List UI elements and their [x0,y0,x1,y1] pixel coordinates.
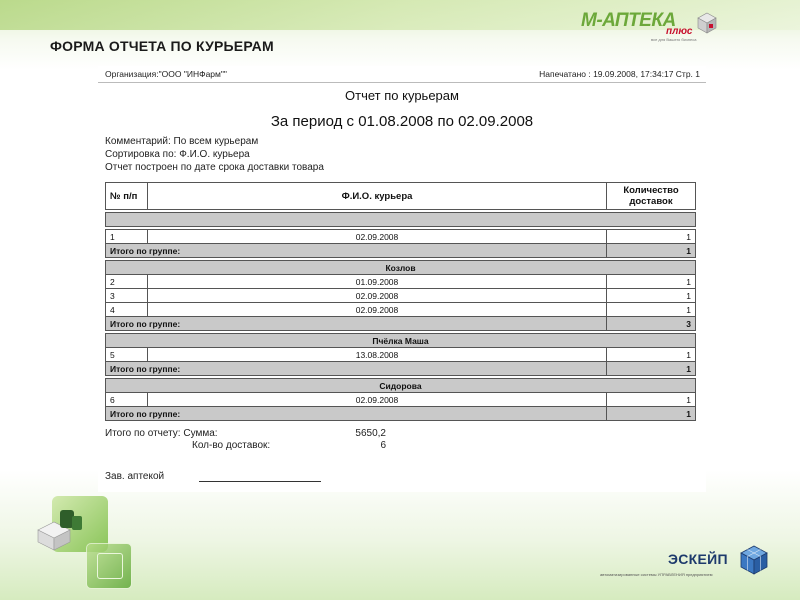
pharmacy-head-label: Зав. аптекой [105,471,165,482]
decor-square [97,553,123,579]
report-basis: Отчет построен по дате срока доставки товара [105,162,324,173]
couriers-table [105,182,696,421]
brand-name: М-АПТЕКА [581,10,676,31]
report-title: Отчет по курьерам [345,88,459,103]
row-num: 3 [106,289,148,303]
group-header [106,334,696,348]
row-num: 2 [106,275,148,289]
report-sum-label: Итого по отчету: Сумма: [105,428,218,439]
organization: Организация:"ООО "ИНФарм"" [105,69,227,79]
group-total-row [106,407,696,421]
brand-tagline: все для Вашего бизнеса [651,37,697,42]
table-row [106,393,696,407]
row-date: 13.08.2008 [148,348,607,362]
report-count-label: Кол-во доставок: [192,440,271,451]
printed-info: Напечатано : 19.09.2008, 17:34:17 Стр. 1 [539,69,700,79]
group-total-value: 1 [607,244,696,258]
table-row [106,230,696,244]
report-sum-value: 5650,2 [355,428,386,439]
row-date: 02.09.2008 [148,393,607,407]
table-row [106,289,696,303]
row-date: 02.09.2008 [148,230,607,244]
box-icon [697,12,717,34]
group-total-row [106,362,696,376]
row-date: 02.09.2008 [148,303,607,317]
cube-icon [740,545,768,575]
group-total-value: 1 [607,362,696,376]
slide-title: ФОРМА ОТЧЕТА ПО КУРЬЕРАМ [50,38,274,54]
group-total-row [106,244,696,258]
report-count-value: 6 [380,440,386,451]
vendor-tagline: автоматизированные системы УПРАВЛЕНИЯ предприятием [600,572,713,577]
group-name: Пчёлка Маша [106,334,696,348]
row-count: 1 [607,393,696,407]
report-comment: Комментарий: По всем курьерам [105,136,259,147]
row-num: 6 [106,393,148,407]
column-header-count: Количество доставок [607,183,696,210]
row-date: 02.09.2008 [148,289,607,303]
group-header [106,213,696,227]
row-num: 4 [106,303,148,317]
table-row [106,348,696,362]
delivery-box-icon [34,508,94,558]
group-total-value: 3 [607,317,696,331]
row-num: 1 [106,230,148,244]
group-header [106,379,696,393]
group-total-label: Итого по группе: [106,407,607,421]
group-header [106,261,696,275]
group-total-label: Итого по группе: [106,362,607,376]
group-total-label: Итого по группе: [106,317,607,331]
report-sorting: Сортировка по: Ф.И.О. курьера [105,149,250,160]
group-total-label: Итого по группе: [106,244,607,258]
brand-suffix: плюс [666,26,693,37]
group-total-row [106,317,696,331]
vendor-logo [600,545,770,585]
row-count: 1 [607,275,696,289]
group-name [106,213,696,227]
column-header-num: № п/п [106,183,148,210]
brand-logo [581,10,756,40]
row-count: 1 [607,303,696,317]
row-date: 01.09.2008 [148,275,607,289]
table-row [106,275,696,289]
signature-line [199,481,321,482]
report-period: За период с 01.08.2008 по 02.09.2008 [270,113,534,130]
group-name: Сидорова [106,379,696,393]
table-row [106,303,696,317]
group-name: Козлов [106,261,696,275]
column-header-courier: Ф.И.О. курьера [148,183,607,210]
row-count: 1 [607,289,696,303]
row-num: 5 [106,348,148,362]
row-count: 1 [607,230,696,244]
row-count: 1 [607,348,696,362]
report-page [98,66,706,492]
group-total-value: 1 [607,407,696,421]
vendor-name: ЭСКЕЙП [668,551,728,567]
report-header [98,66,706,83]
